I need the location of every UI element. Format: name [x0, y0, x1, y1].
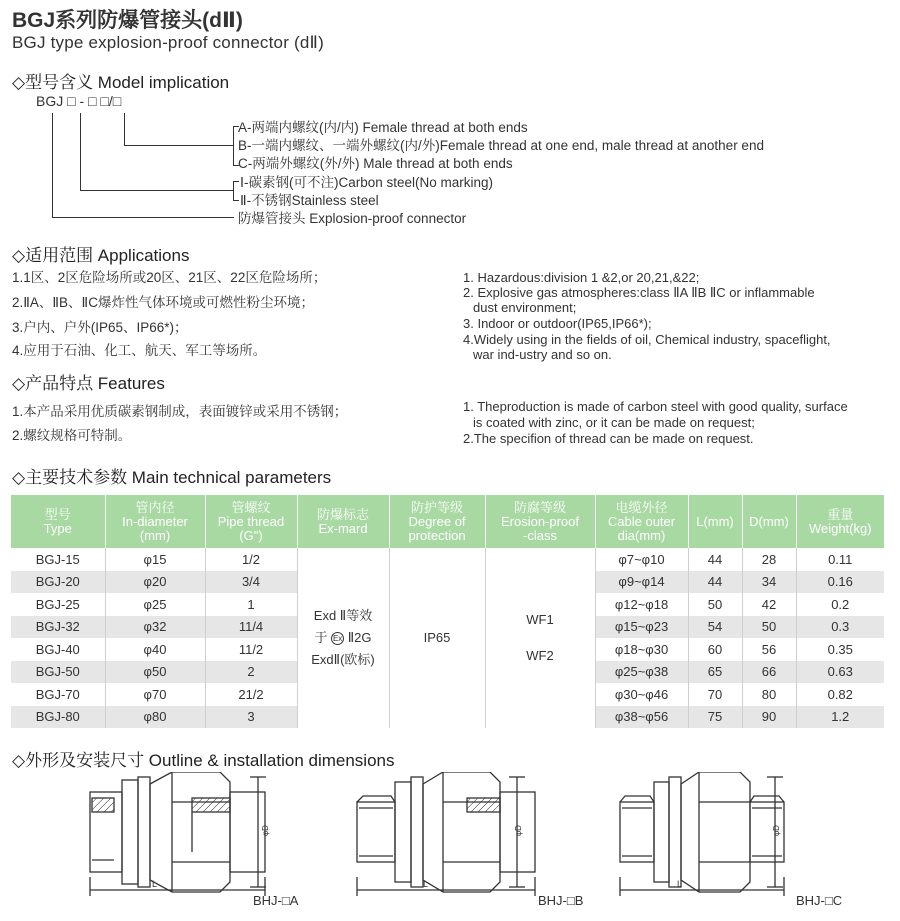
cell-type: BGJ-80 [11, 706, 105, 729]
applications-en-1: 1. Hazardous:division 1 &2,or 20,21,&22; [463, 270, 700, 285]
params-table [11, 495, 884, 728]
model-line-a: A-两端内螺纹(内/内) Female thread at both ends [238, 120, 528, 135]
header-type: 型号 Type [11, 495, 105, 548]
cell-in-diameter: φ50 [105, 661, 205, 684]
cell-weight: 0.2 [831, 596, 850, 612]
applications-en-5: 4.Widely using in the fields of oil, Chemical industry, spaceflight, [463, 332, 831, 347]
cell-weight: 0.82 [827, 686, 853, 702]
dim-L-a: L [152, 879, 158, 889]
dim-D-b: φD [514, 825, 523, 836]
cell-in-diameter: φ80 [105, 706, 205, 729]
label-bhj-a: BHJ-□A [253, 893, 299, 908]
dim-L-b: L [423, 879, 429, 889]
model-line-c: C-两端外螺纹(外/外) Male thread at both ends [238, 156, 513, 171]
cell-type: BGJ-20 [11, 571, 105, 594]
cell-in-diameter: φ15 [105, 548, 205, 571]
label-bhj-b: BHJ-□B [538, 893, 584, 908]
dim-D-a: φD [261, 825, 270, 836]
ex-mark-line-2: 于 Ex Ⅱ2G [314, 630, 372, 645]
features-en-1: 1. Theproduction is made of carbon steel with good quality, surface [463, 399, 848, 414]
applications-heading: ◇适用范围 Applications [12, 246, 190, 265]
cell-pipe-thread: 1 [205, 593, 297, 616]
header-ex-mark: 防爆标志 Ex-mard [297, 495, 389, 548]
erosion-line-2: WF2 [526, 648, 554, 663]
model-line-connector: 防爆管接头 Explosion-proof connector [238, 211, 467, 226]
cell-type: BGJ-15 [11, 548, 105, 571]
header-erosion: 防腐等级 Erosion-proof -class [485, 495, 595, 548]
cell-cable-dia: φ12~φ18 [595, 593, 688, 616]
cell-L: 65 [688, 661, 742, 684]
header-pipe-thread: 管螺纹 Pipe thread (G") [205, 495, 297, 548]
cell-D: 28 [742, 548, 796, 571]
label-bhj-c: BHJ-□C [796, 893, 843, 908]
page-subtitle: BGJ type explosion-proof connector (dⅡ) [12, 33, 324, 52]
model-heading: ◇型号含义 Model implication [12, 73, 230, 92]
outline-heading: ◇外形及安装尺寸 Outline & installation dimensions [12, 751, 395, 770]
cell-pipe-thread: 3/4 [205, 571, 297, 594]
bracket-line-a-h [124, 145, 234, 146]
ex-symbol-icon: Ex [332, 634, 343, 644]
cell-ex-mark [297, 548, 389, 728]
cell-D: 34 [742, 571, 796, 594]
cell-D: 56 [742, 638, 796, 661]
features-heading: ◇产品特点 Features [12, 374, 165, 393]
header-cable-dia: 电缆外径 Cable outer dia(mm) [595, 495, 688, 548]
bracket-line-b-h [80, 190, 234, 191]
cell-cable-dia: φ38~φ56 [595, 706, 688, 729]
cell-pipe-thread: 21/2 [205, 683, 297, 706]
drawing-bhj-c [615, 772, 845, 902]
cell-type: BGJ-25 [11, 593, 105, 616]
cell-cable-dia: φ15~φ23 [595, 616, 688, 639]
erosion-line-1: WF1 [526, 612, 554, 627]
cell-pipe-thread: 3 [205, 706, 297, 729]
model-line-stainless: Ⅱ-不锈钢Stainless steel [240, 193, 379, 208]
cell-weight: 0.63 [796, 661, 884, 684]
features-en-2: is coated with zinc, or it can be made on request; [473, 415, 755, 430]
features-cn-1: 1.本产品采用优质碳素钢制成，表面镀锌或采用不锈钢； [12, 404, 348, 419]
header-protection: 防护等级 Degree of protection [389, 495, 485, 548]
bracket-vertical-2 [233, 181, 234, 201]
cell-cable-dia: φ9~φ14 [595, 571, 688, 594]
cell-in-diameter: φ25 [105, 593, 205, 616]
header-L: L(mm) [688, 495, 742, 548]
cell-in-diameter: φ32 [105, 616, 205, 639]
features-en-3: 2.The specifion of thread can be made on request. [463, 431, 754, 446]
table-row [11, 548, 884, 571]
header-weight: 重量 Weight(kg) [796, 495, 884, 548]
cell-weight: 0.11 [828, 551, 853, 567]
page-title: BGJ系列防爆管接头(dⅡ) [12, 9, 243, 32]
drawing-bhj-b [355, 772, 585, 902]
cell-D: 90 [742, 706, 796, 729]
cell-in-diameter: φ70 [105, 683, 205, 706]
features-cn-2: 2.螺纹规格可特制。 [12, 428, 132, 443]
cell-D: 42 [742, 593, 796, 616]
cell-D: 66 [742, 661, 796, 684]
model-code: BGJ □ - □ □/□ [36, 93, 122, 109]
cell-in-diameter: φ20 [105, 571, 205, 594]
dim-D-c: φD [772, 825, 781, 836]
params-heading: ◇主要技术参数 Main technical parameters [12, 468, 332, 487]
cell-cable-dia: φ18~φ30 [595, 638, 688, 661]
cell-L: 60 [688, 638, 742, 661]
cell-pipe-thread: 2 [205, 661, 297, 684]
applications-en-6: war ind-ustry and so on. [473, 347, 612, 362]
bracket-vertical-1 [233, 126, 234, 166]
cell-D: 80 [742, 683, 796, 706]
applications-en-3: dust environment; [473, 300, 577, 315]
cell-weight: 1.2 [796, 706, 884, 729]
cell-L: 70 [688, 683, 742, 706]
bracket-line-a [124, 113, 125, 145]
cell-weight: 0.35 [827, 641, 853, 657]
applications-cn-1: 1.1区、2区危险场所或20区、21区、22区危险场所； [12, 270, 327, 285]
cell-L: 44 [688, 571, 742, 594]
ex-mark-line-3: ExdⅡ(欧标) [311, 652, 375, 667]
applications-en-4: 3. Indoor or outdoor(IP65,IP66*); [463, 316, 652, 331]
cell-type: BGJ-70 [11, 683, 105, 706]
applications-cn-2: 2.ⅡA、ⅡB、ⅡC爆炸性气体环境或可燃性粉尘环境； [12, 295, 314, 310]
header-D: D(mm) [742, 495, 796, 548]
bracket-line-c [52, 113, 53, 218]
params-header-row [11, 495, 884, 548]
cell-D: 50 [742, 616, 796, 639]
cell-pipe-thread: 11/4 [205, 616, 297, 639]
cell-weight: 0.16 [796, 571, 884, 594]
cell-in-diameter: φ40 [105, 638, 205, 661]
cell-weight: 0.3 [796, 616, 884, 639]
ex-mark-line-1: Exd Ⅱ等效 [313, 608, 373, 623]
cell-erosion [485, 548, 595, 728]
cell-L: 44 [688, 548, 742, 571]
cell-cable-dia: φ25~φ38 [595, 661, 688, 684]
cell-pipe-thread: 11/2 [205, 638, 297, 661]
cell-cable-dia: φ30~φ46 [595, 683, 688, 706]
cell-type: BGJ-32 [11, 616, 105, 639]
applications-cn-3: 3.户内、户外(IP65、IP66*)； [12, 320, 188, 335]
model-line-b: B-一端内螺纹、一端外螺纹(内/外)Female thread at one end, male thread at another end [238, 138, 764, 153]
applications-en-2: 2. Explosive gas atmospheres:class ⅡA ⅡB ⅡC or inflammable [463, 285, 815, 300]
cell-type: BGJ-40 [11, 638, 105, 661]
cell-L: 75 [688, 706, 742, 729]
bracket-tick-4 [233, 200, 239, 201]
cell-cable-dia: φ7~φ10 [595, 548, 688, 571]
bracket-line-c-h [52, 217, 234, 218]
dim-L-c: L [677, 879, 683, 889]
header-in-diameter: 管内径 In-diameter (mm) [105, 495, 205, 548]
cell-protection: IP65 [389, 548, 485, 728]
model-line-carbon: Ⅰ-碳素钢(可不注)Carbon steel(No marking) [240, 175, 494, 190]
bracket-tick-3 [233, 181, 239, 182]
cell-L: 50 [688, 593, 742, 616]
cell-L: 54 [688, 616, 742, 639]
applications-cn-4: 4.应用于石油、化工、航天、军工等场所。 [12, 343, 267, 358]
cell-pipe-thread: 1/2 [205, 548, 297, 571]
cell-type: BGJ-50 [11, 661, 105, 684]
drawing-bhj-a [80, 772, 310, 902]
bracket-line-b [80, 113, 81, 191]
